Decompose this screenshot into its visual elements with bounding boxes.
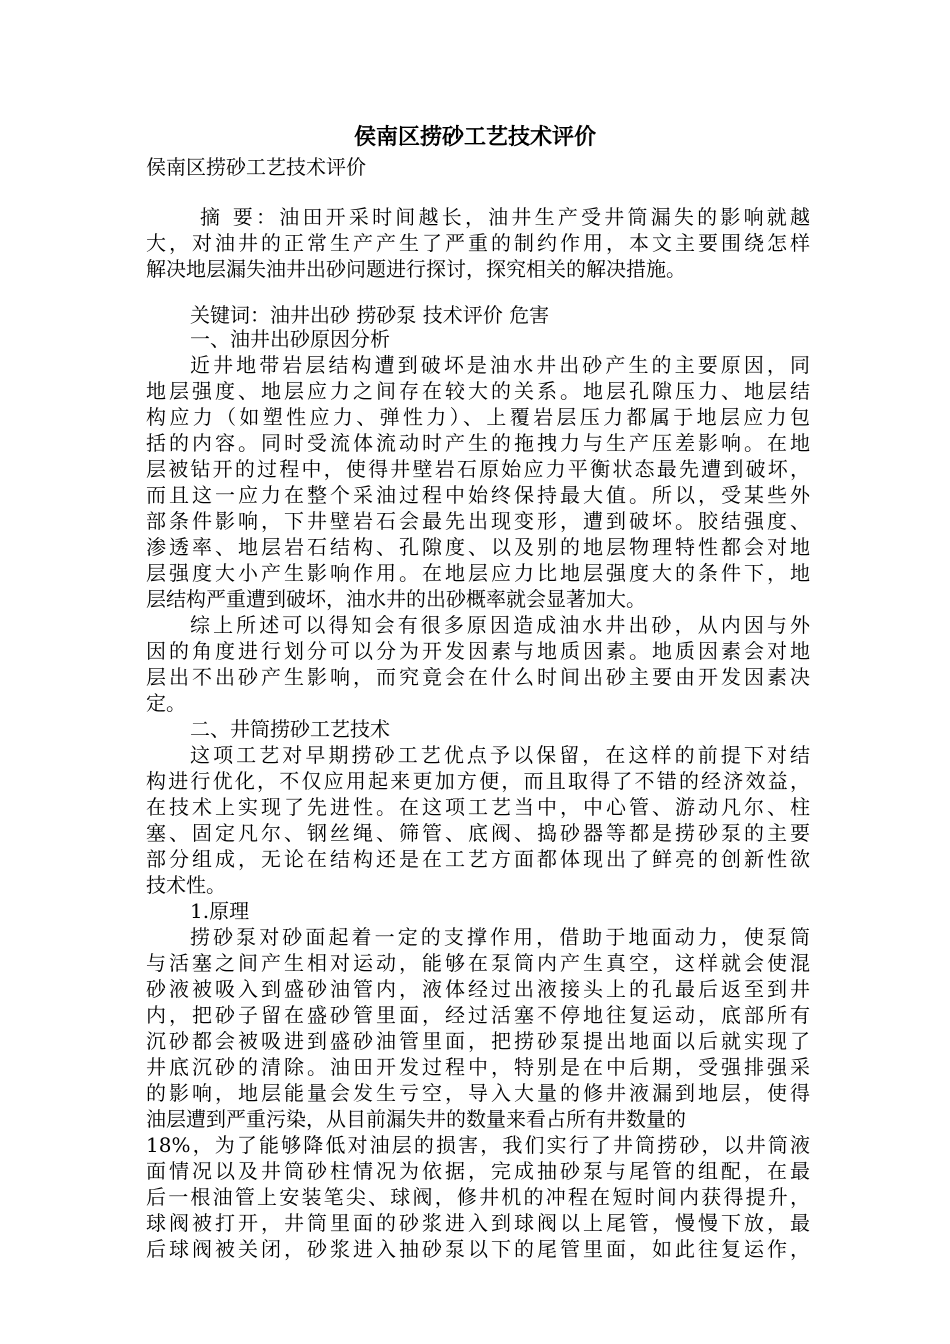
paragraph-line: 在技术上实现了先进性。在这项工艺当中，中心管、游动凡尔、柱 — [146, 795, 810, 819]
abstract-line: 摘 要：油田开采时间越长，油井生产受井筒漏失的影响就越 — [200, 205, 810, 229]
keywords-line: 关键词：油井出砂 捞砂泵 技术评价 危害 — [190, 303, 550, 327]
paragraph-line: 综上所述可以得知会有很多原因造成油水井出砂，从内因与外 — [190, 613, 810, 637]
paragraph-line: 后一根油管上安装笔尖、球阀，修井机的冲程在短时间内获得提升， — [146, 1185, 810, 1209]
paragraph-line: 井底沉砂的清除。油田开发过程中，特别是在中后期，受强排强采 — [146, 1055, 810, 1079]
paragraph-line: 近井地带岩层结构遭到破坏是油水井出砂产生的主要原因，同 — [190, 353, 810, 377]
paragraph-line: 18%，为了能够降低对油层的损害，我们实行了井筒捞砂，以井筒液 — [146, 1133, 810, 1157]
subsection-heading: 1.原理 — [190, 899, 250, 923]
abstract-line: 解决地层漏失油井出砂问题进行探讨，探究相关的解决措施。 — [146, 257, 686, 281]
paragraph-line: 括的内容。同时受流体流动时产生的拖拽力与生产压差影响。在地 — [146, 431, 810, 455]
paragraph-line: 的影响，地层能量会发生亏空，导入大量的修井液漏到地层，使得 — [146, 1081, 810, 1105]
paragraph-line: 捞砂泵对砂面起着一定的支撑作用，借助于地面动力，使泵筒 — [190, 925, 810, 949]
paragraph-line: 与活塞之间产生相对运动，能够在泵筒内产生真空，这样就会使混 — [146, 951, 810, 975]
paragraph-line: 砂液被吸入到盛砂油管内，液体经过出液接头上的孔最后返至到井 — [146, 977, 810, 1001]
paragraph-line: 沉砂都会被吸进到盛砂油管里面，把捞砂泵提出地面以后就实现了 — [146, 1029, 810, 1053]
paragraph-line: 定。 — [146, 691, 186, 715]
paragraph-line: 面情况以及井筒砂柱情况为依据，完成抽砂泵与尾管的组配，在最 — [146, 1159, 810, 1183]
paragraph-line: 层被钻开的过程中，使得井壁岩石原始应力平衡状态最先遭到破坏， — [146, 457, 810, 481]
paragraph-line: 因的角度进行划分可以分为开发因素与地质因素。地质因素会对地 — [146, 639, 810, 663]
subtitle-line: 侯南区捞砂工艺技术评价 — [146, 155, 366, 179]
paragraph-line: 内，把砂子留在盛砂管里面，经过活塞不停地往复运动，底部所有 — [146, 1003, 810, 1027]
section-heading: 一、油井出砂原因分析 — [190, 327, 390, 351]
paragraph-line: 油层遭到严重污染，从目前漏失井的数量来看占所有井数量的 — [146, 1107, 686, 1131]
paragraph-line: 技术性。 — [146, 873, 226, 897]
paragraph-line: 层强度大小产生影响作用。在地层应力比地层强度大的条件下，地 — [146, 561, 810, 585]
paragraph-line: 球阀被打开，井筒里面的砂浆进入到球阀以上尾管，慢慢下放，最 — [146, 1211, 810, 1235]
paragraph-line: 构进行优化，不仅应用起来更加方便，而且取得了不错的经济效益， — [146, 769, 810, 793]
paragraph-line: 层出不出砂产生影响，而究竟会在什么时间出砂主要由开发因素决 — [146, 665, 810, 689]
paragraph-line: 构应力（如塑性应力、弹性力）、上覆岩层压力都属于地层应力包 — [146, 405, 810, 429]
paragraph-line: 后球阀被关闭，砂浆进入抽砂泵以下的尾管里面，如此往复运作， — [146, 1237, 810, 1261]
paragraph-line: 而且这一应力在整个采油过程中始终保持最大值。所以，受某些外 — [146, 483, 810, 507]
paragraph-line: 部条件影响，下井壁岩石会最先出现变形，遭到破坏。胶结强度、 — [146, 509, 810, 533]
paragraph-line: 地层强度、地层应力之间存在较大的关系。地层孔隙压力、地层结 — [146, 379, 810, 403]
document-title: 侯南区捞砂工艺技术评价 — [353, 124, 596, 150]
paragraph-line: 层结构严重遭到破坏，油水井的出砂概率就会显著加大。 — [146, 587, 646, 611]
paragraph-line: 渗透率、地层岩石结构、孔隙度、以及别的地层物理特性都会对地 — [146, 535, 810, 559]
paragraph-line: 部分组成，无论在结构还是在工艺方面都体现出了鲜亮的创新性欲 — [146, 847, 810, 871]
abstract-line: 大，对油井的正常生产产生了严重的制约作用，本文主要围绕怎样 — [146, 231, 810, 255]
paragraph-line: 塞、固定凡尔、钢丝绳、筛管、底阀、捣砂器等都是捞砂泵的主要 — [146, 821, 810, 845]
paragraph-line: 这项工艺对早期捞砂工艺优点予以保留，在这样的前提下对结 — [190, 743, 810, 767]
section-heading: 二、井筒捞砂工艺技术 — [190, 717, 390, 741]
